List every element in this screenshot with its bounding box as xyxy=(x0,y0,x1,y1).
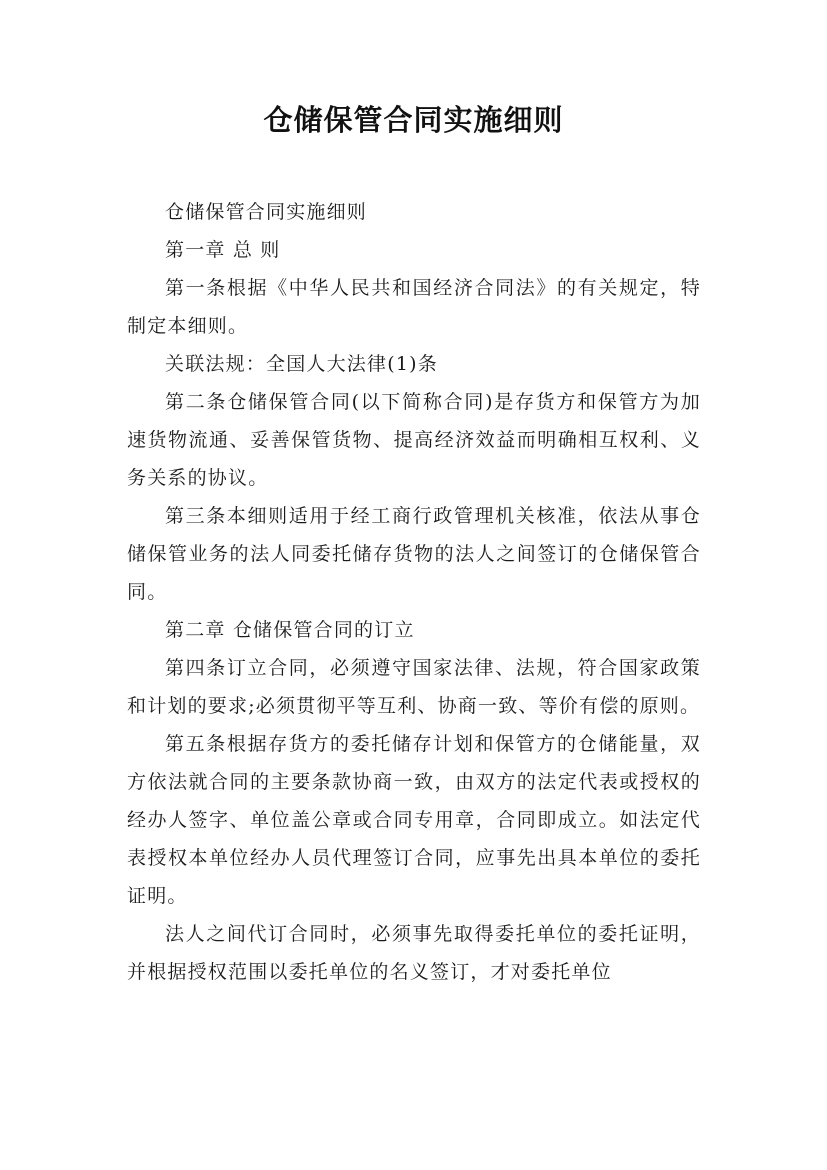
document-title: 仓储保管合同实施细则 xyxy=(263,103,564,137)
paragraph-article-2: 第二条仓储保管合同(以下简称合同)是存货方和保管方为加速货物流通、妥善保管货物、提高经济效益而明确相互权利、义务关系的协议。 xyxy=(127,391,701,489)
paragraph-article-5: 第五条根据存货方的委托储存计划和保管方的仓储能量，双方依法就合同的主要条款协商一致，由双方的法定代表或授权的经办人签字、单位盖公章或合同专用章，合同即成立。如法定代表授权本单位经办人员代理签订合同，应事先出具本单位的委托证明。 xyxy=(127,733,701,907)
paragraph-agency-contract: 法人之间代订合同时，必须事先取得委托单位的委托证明，并根据授权范围以委托单位的名义签订，才对委托单位 xyxy=(127,923,701,983)
paragraph-chapter-2-heading: 第二章 仓储保管合同的订立 xyxy=(165,619,415,641)
paragraph-article-3: 第三条本细则适用于经工商行政管理机关核准，依法从事仓储保管业务的法人同委托储存货物的法人之间签订的仓储保管合同。 xyxy=(127,505,701,603)
document-body xyxy=(127,193,701,991)
paragraph-article-1: 第一条根据《中华人民共和国经济合同法》的有关规定，特制定本细则。 xyxy=(127,277,701,337)
paragraph-related-law: 关联法规：全国人大法律(1)条 xyxy=(165,353,438,375)
paragraph-chapter-1-heading: 第一章 总 则 xyxy=(165,239,281,261)
paragraph-article-4: 第四条订立合同，必须遵守国家法律、法规，符合国家政策和计划的要求;必须贯彻平等互利、协商一致、等价有偿的原则。 xyxy=(127,657,701,717)
paragraph-doc-heading: 仓储保管合同实施细则 xyxy=(165,201,368,223)
